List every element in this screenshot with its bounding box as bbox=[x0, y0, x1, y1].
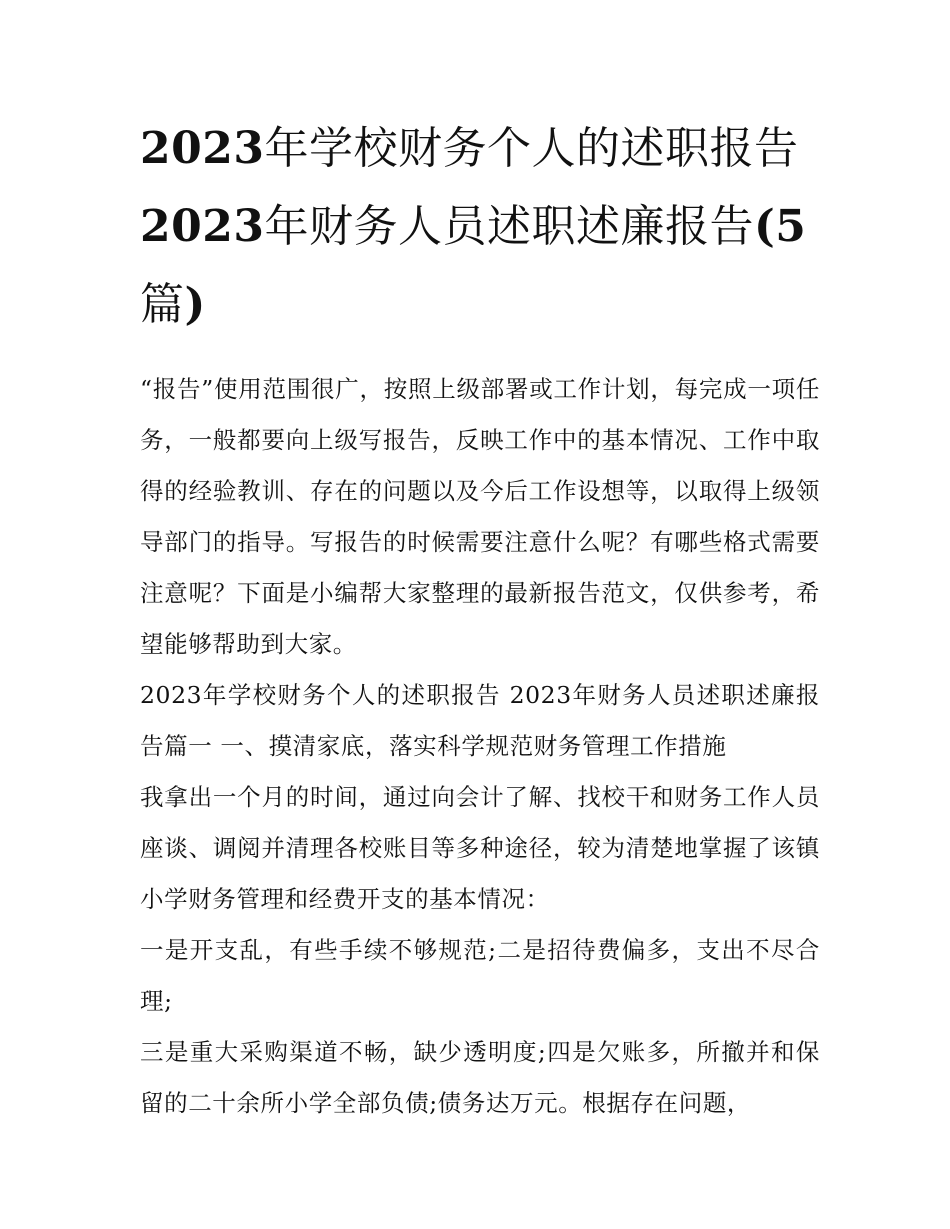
document-body bbox=[140, 364, 820, 1129]
document-page bbox=[140, 110, 820, 1129]
paragraph-problems-2: 三是重大采购渠道不畅，缺少透明度;四是欠账多，所撤并和保留的二十余所小学全部负债;债务达万元。根据存在问题， bbox=[140, 1038, 820, 1117]
paragraph-investigation: 我拿出一个月的时间，通过向会计了解、找校干和财务工作人员座谈、调阅并清理各校账目等多种途径，较为清楚地掌握了该镇小学财务管理和经费开支的基本情况： bbox=[140, 783, 820, 913]
paragraph-intro: “报告”使用范围很广，按照上级部署或工作计划，每完成一项任务，一般都要向上级写报告，反映工作中的基本情况、工作中取得的经验教训、存在的问题以及今后工作设想等，以取得上级领导部门的指导。写报告的时候需要注意什么呢？有哪些格式需要注意呢？下面是小编帮大家整理的最新报告范文，仅供参考，希望能够帮助到大家。 bbox=[140, 375, 820, 658]
document-title: 2023年学校财务个人的述职报告 2023年财务人员述职述廉报告(5篇) bbox=[140, 123, 807, 330]
paragraph-problems-1: 一是开支乱，有些手续不够规范;二是招待费偏多，支出不尽合理; bbox=[140, 936, 820, 1015]
paragraph-heading: 2023年学校财务个人的述职报告 2023年财务人员述职述廉报告篇一 一、摸清家底，落实科学规范财务管理工作措施 bbox=[140, 681, 820, 760]
